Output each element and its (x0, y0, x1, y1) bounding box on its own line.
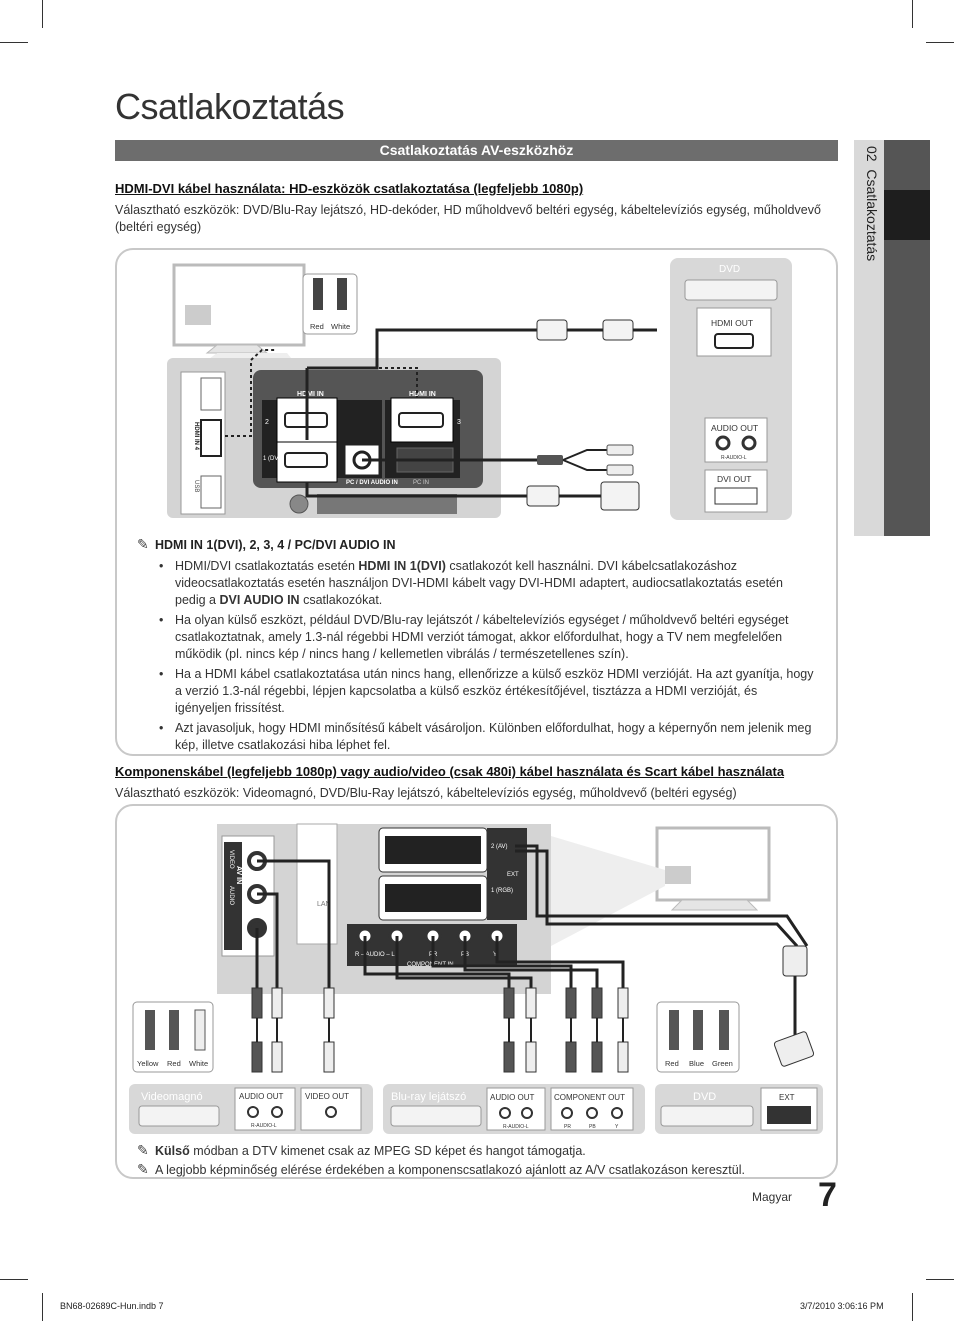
scart-plug-icon (774, 1031, 815, 1067)
legend-blue: Blue (689, 1059, 705, 1068)
vcr-rl-label: R-AUDIO-L (251, 1123, 277, 1129)
bullet-item: • HDMI/DVI csatlakoztatás esetén HDMI IN 1(DVI) csatlakozót kell használni. DVI kábelcsatlakozáshoz videocsatlakoztatás esetén használjon DVI-HDMI kábelt vagy DVI-HDMI adaptert, audiocsatlakoztatás esetén pedig a DVI AUDIO IN csatlakozókat. (175, 558, 815, 609)
scart-plug-icon (783, 946, 807, 976)
audio-rl-label: R-AUDIO-L (721, 455, 747, 461)
component-note-1: ✎ Külső módban a DTV kimenet csak az MPEG SD képet és hangot támogatja. (137, 1142, 586, 1158)
dvd-label: DVD (719, 264, 741, 275)
crop-mark (0, 42, 28, 43)
page-number: 7 (818, 1176, 837, 1214)
side-tab-marker (884, 190, 930, 240)
component-intro: Választható eszközök: Videomagnó, DVD/Blu-Ray lejátszó, kábeltelevíziós egység, műholdvevő (beltéri egység) (115, 786, 737, 800)
tv-outline (551, 828, 769, 946)
side-tab-text: Csatlakoztatás (864, 169, 880, 262)
legend-red: Red (665, 1059, 679, 1068)
pencil-note-icon: ✎ (137, 1161, 149, 1177)
dvd-player-icon (685, 280, 777, 300)
pc-in-label: PC IN (413, 480, 430, 486)
legend-white: White (331, 322, 351, 331)
red-plug-icon (313, 278, 323, 310)
bullet-item: • Azt javasoljuk, hogy HDMI minősítésű kábelt vásároljon. Különben előfordulhat, hogy a képernyőn nem jelenik meg kép, illetve csatlakozási hiba léphet fel. (175, 720, 815, 754)
crop-mark (912, 1293, 913, 1321)
vcr-label: Videomagnó (141, 1091, 203, 1103)
vcr-video-out-label: VIDEO OUT (305, 1092, 350, 1101)
ext1-label: 1 (RGB) (491, 888, 514, 894)
bluray-audio-out-label: AUDIO OUT (490, 1093, 535, 1102)
bluray-pr-label: PR (564, 1124, 571, 1130)
legend-red: Red (310, 322, 324, 331)
audio-label: AUDIO (228, 886, 234, 906)
crop-mark (912, 0, 913, 28)
print-footer-date: 3/7/2010 3:06:16 PM (800, 1301, 884, 1311)
hdmi-num-2: 2 (265, 419, 269, 426)
hdmi-note-title: HDMI IN 1(DVI), 2, 3, 4 / PC/DVI AUDIO IN (155, 538, 396, 552)
hdmi-note (137, 536, 396, 554)
audio-out-label: AUDIO OUT (711, 423, 759, 433)
video-label: VIDEO (228, 850, 234, 869)
page-title: Csatlakoztatás (115, 86, 345, 127)
av-in-label: AV IN (235, 866, 242, 885)
legend-green: Green (712, 1059, 733, 1068)
side-tab-number: 02 (864, 146, 880, 162)
component-heading: Komponenskábel (legfeljebb 1080p) vagy audio/video (csak 480i) kábel használata és Scart kábel használata (115, 764, 785, 779)
lan-label: LAN (317, 901, 331, 908)
section-header: Csatlakoztatás AV-eszközhöz (115, 140, 838, 161)
hdmi-bullets (175, 558, 815, 757)
hdmi-out-label: HDMI OUT (711, 318, 754, 328)
bullet-item: • Ha a HDMI kábel csatlakoztatása után nincs hang, ellenőrizze a külső eszköz HDMI verzióját. Ha azt gyanítja, hogy a verzió 1.3-nál régebbi, lépjen kapcsolatba a külső eszköz értékesítőjével, tisztázza a HDMI verzióját, és igényeljen frissítést. (175, 666, 815, 717)
bluray-y-label: Y (615, 1124, 619, 1130)
crop-mark (926, 1279, 954, 1280)
hdmi-cable-plug (527, 486, 559, 506)
ext2-label: 2 (AV) (491, 844, 508, 850)
dvd-ext-label: EXT (779, 1093, 795, 1102)
bullet-item: • Ha olyan külső eszközt, például DVD/Blu-ray lejátszót / kábeltelevíziós egységet / műholdvevő beltéri egységet csatlakoztatnak, amely 1.3-nál régebbi HDMI verziót támogat, akkor előfordulhat, hogy a TV nem megfelelően működik (pl. nincs kép / nincs hang / kellemetlen vibrálás / természetellenes szín). (175, 612, 815, 663)
component-note-2: ✎ A legjobb képminőség elérése érdekében a komponenscsatlakozó ajánlott az A/V csatlakozáson keresztül. (137, 1161, 745, 1177)
crop-mark (42, 1293, 43, 1321)
vcr-audio-out-label: AUDIO OUT (239, 1092, 284, 1101)
hdmi-cable-plug (537, 320, 567, 340)
bluray-rl-label: R-AUDIO-L (503, 1124, 529, 1130)
legend-white: White (189, 1059, 209, 1068)
audio-rl-label: R – AUDIO – L (355, 952, 395, 958)
crop-mark (42, 0, 43, 28)
pr-label: PR (429, 952, 438, 958)
hdmi-num-3: 3 (457, 419, 461, 426)
dvd-label: DVD (693, 1091, 717, 1103)
print-footer-file: BN68-02689C-Hun.indb 7 (60, 1301, 164, 1311)
component-diagram (117, 806, 836, 1146)
pc-dvi-audio-label: PC / DVI AUDIO IN (346, 480, 398, 486)
pencil-note-icon: ✎ (137, 1142, 149, 1158)
legend-red: Red (167, 1059, 181, 1068)
white-plug-icon (337, 278, 347, 310)
footer-language: Magyar (752, 1190, 793, 1204)
bluray-pb-label: PB (589, 1124, 596, 1130)
hdmi-dvi-heading: HDMI-DVI kábel használata: HD-eszközök csatlakoztatása (legfeljebb 1080p) (115, 181, 584, 196)
hdmi-in-label-right: HDMI IN (409, 391, 436, 398)
hdmi-in-label-left: HDMI IN (297, 391, 324, 398)
y-label: Y (493, 952, 498, 958)
side-hdmi-label: HDMI IN 4 (193, 422, 199, 451)
dvi-out-label: DVI OUT (717, 474, 752, 484)
crop-mark (0, 1279, 28, 1280)
bluray-component-out-label: COMPONENT OUT (554, 1093, 625, 1102)
pb-label: PB (461, 952, 470, 958)
component-in-label: COMPONENT IN (407, 962, 454, 968)
dvi-cable-plug (601, 482, 639, 510)
ext-label: EXT (507, 872, 519, 878)
hdmi-dvi-diagram (117, 250, 836, 535)
side-usb-label: USB (193, 480, 199, 493)
hdmi-num-1-dvi: 1 (DVI) (263, 456, 283, 462)
crop-mark (926, 42, 954, 43)
side-tab-label (858, 146, 880, 261)
hdmi-cable-plug (603, 320, 633, 340)
bluray-label: Blu-ray lejátszó (391, 1091, 467, 1103)
pencil-note-icon: ✎ (137, 536, 149, 552)
hdmi-dvi-intro: Választható eszközök: DVD/Blu-Ray lejátszó, HD-dekóder, HD műholdvevő beltéri egység, kábeltelevíziós egység, műholdvevő (beltéri egység) (115, 203, 821, 234)
legend-yellow: Yellow (137, 1059, 159, 1068)
